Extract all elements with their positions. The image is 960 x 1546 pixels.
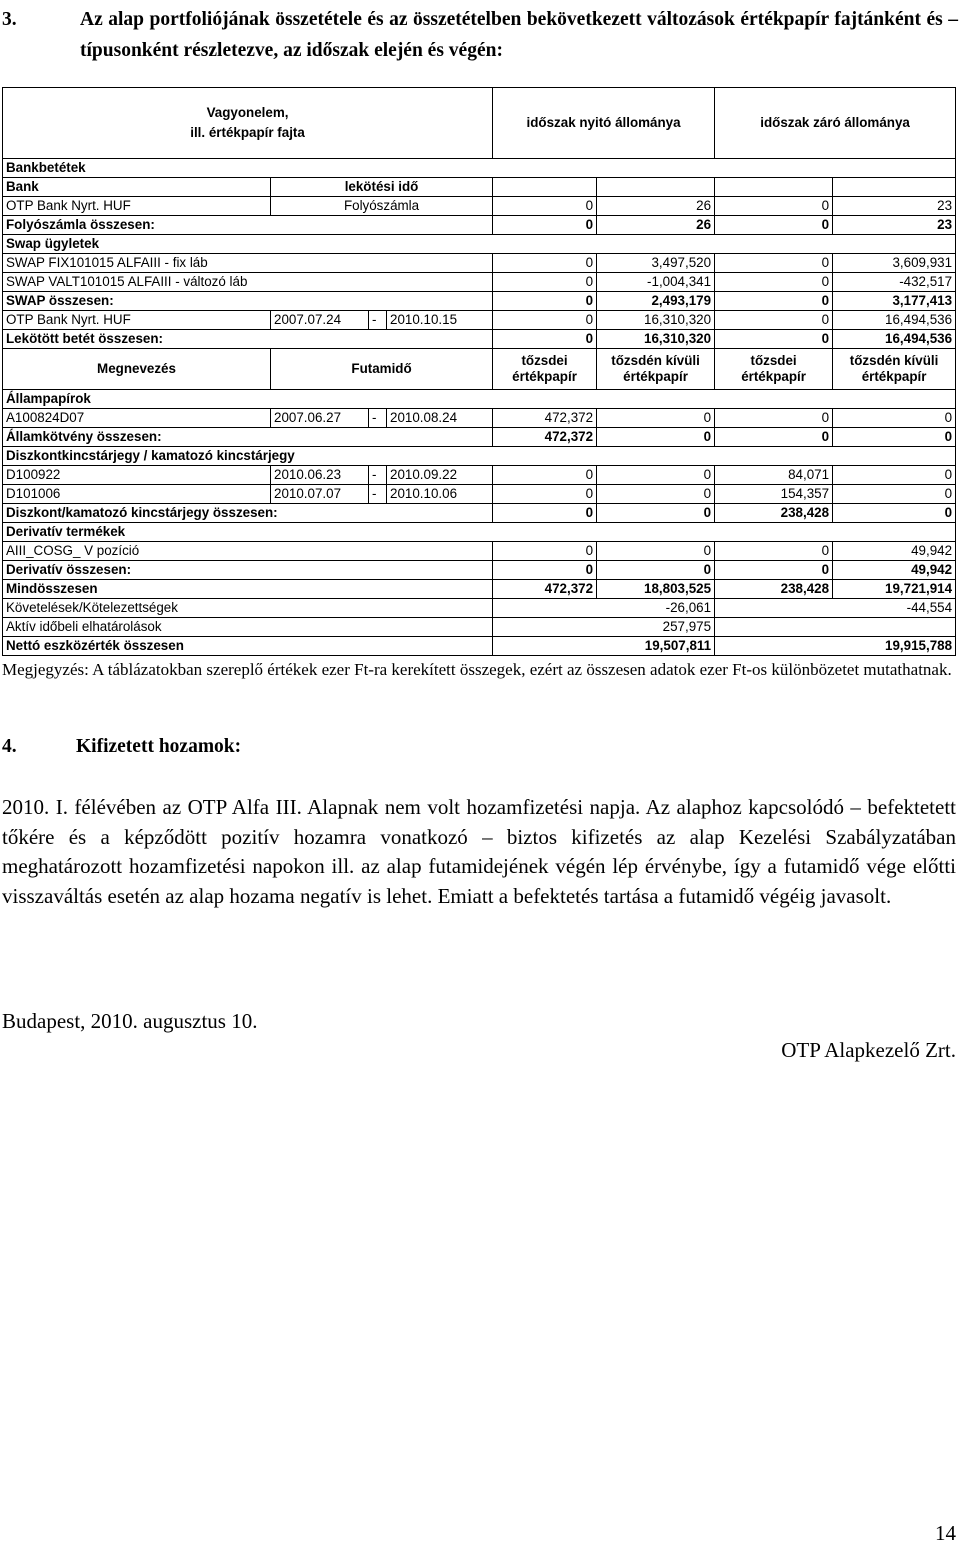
bank-label: Bank: [3, 178, 271, 197]
cell: 26: [597, 197, 715, 216]
table-row: [3, 330, 956, 349]
cell: 0: [715, 292, 833, 311]
cell: 16,310,320: [597, 311, 715, 330]
group-label: Állampapírok: [3, 390, 956, 409]
header-opening: időszak nyitó állománya: [493, 88, 715, 159]
yield-paragraph: 2010. I. félévében az OTP Alfa III. Alapnak nem volt hozamfizetési napja. Az alaphoz kapcsolódó – befektetett tőkére és a képződött pozitív hozamra vonatkozó – biztos kifizetés az alap Kezelési Szabályzatában meghatározott hozamfizetési napokon ill. az alap futamidejének végén lép érvénybe, így a futamidő vége előtti visszaváltás esetén az alap hozama negatív is lehet. Emiatt a befektetés tartása a futamidő végéig javasolt.: [2, 795, 956, 908]
cell: 26: [597, 216, 715, 235]
cell: 0: [597, 542, 715, 561]
cell: 0: [715, 273, 833, 292]
header-asset-type: [3, 88, 493, 159]
cell: Aktív időbeli elhatárolások: [3, 618, 493, 637]
cell: A100824D07: [3, 409, 271, 428]
cell: 84,071: [715, 466, 833, 485]
table-row: [3, 618, 956, 637]
cell: -1,004,341: [597, 273, 715, 292]
cell: -26,061: [493, 599, 715, 618]
cell: 2010.10.06: [387, 485, 493, 504]
cell: 0: [715, 197, 833, 216]
place-date: Budapest, 2010. augusztus 10.: [2, 1009, 258, 1033]
cell: OTP Bank Nyrt. HUF: [3, 311, 271, 330]
cell: 0: [597, 428, 715, 447]
cell: -44,554: [715, 599, 956, 618]
section-number: 3.: [2, 9, 17, 30]
portfolio-table: [2, 87, 955, 656]
cell: 2010.08.24: [387, 409, 493, 428]
page-number: 14: [935, 1521, 956, 1545]
cell: Folyószámla: [271, 197, 493, 216]
header-closing: időszak záró állománya: [715, 88, 956, 159]
header-tozsdei-open: tőzsdei értékpapír: [493, 349, 597, 390]
table-row: [3, 216, 956, 235]
table-row: [3, 178, 956, 197]
section-number: 4.: [2, 736, 17, 757]
cell: 0: [493, 216, 597, 235]
table-header-row: [3, 88, 956, 159]
cell: 0: [715, 330, 833, 349]
cell: 472,372: [493, 409, 597, 428]
cell: 0: [597, 409, 715, 428]
cell: 49,942: [833, 561, 956, 580]
cell: 2010.10.15: [387, 311, 493, 330]
cell: AIII_COSG_ V pozíció: [3, 542, 493, 561]
cell: 0: [597, 504, 715, 523]
cell: D100922: [3, 466, 271, 485]
cell: 257,975: [493, 618, 715, 637]
cell: 0: [493, 542, 597, 561]
table-row: [3, 599, 956, 618]
cell: 0: [833, 428, 956, 447]
cell: 472,372: [493, 428, 597, 447]
cell: SWAP összesen:: [3, 292, 493, 311]
lekotesi-ido-label: lekötési idő: [271, 178, 493, 197]
cell: 3,177,413: [833, 292, 956, 311]
cell: Lekötött betét összesen:: [3, 330, 493, 349]
table-subheader-row: [3, 349, 956, 390]
cell: 19,507,811: [493, 637, 715, 656]
table-row: [3, 637, 956, 656]
cell: 2010.07.07: [271, 485, 369, 504]
cell: 0: [493, 254, 597, 273]
table-row: [3, 542, 956, 561]
cell: 0: [493, 197, 597, 216]
section-title: Kifizetett hozamok:: [76, 736, 242, 757]
cell: 0: [493, 466, 597, 485]
cell: 238,428: [715, 504, 833, 523]
cell: 16,494,536: [833, 311, 956, 330]
table-row: [3, 580, 956, 599]
table-row: [3, 311, 956, 330]
header-megnevezes: Megnevezés: [3, 349, 271, 390]
cell: 0: [493, 292, 597, 311]
cell: 0: [493, 311, 597, 330]
table-row: [3, 447, 956, 466]
cell: [715, 618, 956, 637]
header-tozsden-kivuli-close: tőzsdén kívüli értékpapír: [833, 349, 956, 390]
cell: SWAP FIX101015 ALFAIII - fix láb: [3, 254, 493, 273]
group-label: Swap ügyletek: [3, 235, 956, 254]
cell: -432,517: [833, 273, 956, 292]
table-row: [3, 292, 956, 311]
cell: D101006: [3, 485, 271, 504]
group-label: Derivatív termékek: [3, 523, 956, 542]
cell: OTP Bank Nyrt. HUF: [3, 197, 271, 216]
cell: Derivatív összesen:: [3, 561, 493, 580]
cell: 19,721,914: [833, 580, 956, 599]
cell: 19,915,788: [715, 637, 956, 656]
header-futamido: Futamidő: [271, 349, 493, 390]
table-row: [3, 197, 956, 216]
cell: 0: [715, 409, 833, 428]
header-asset-line2: ill. értékpapír fajta: [190, 125, 305, 140]
group-label: Diszkontkincstárjegy / kamatozó kincstárjegy: [3, 447, 956, 466]
table-row: [3, 561, 956, 580]
header-tozsden-kivuli-open: tőzsdén kívüli értékpapír: [597, 349, 715, 390]
table-row: [3, 273, 956, 292]
table-row: [3, 390, 956, 409]
cell: 0: [597, 466, 715, 485]
cell: 472,372: [493, 580, 597, 599]
cell: SWAP VALT101015 ALFAIII - változó láb: [3, 273, 493, 292]
cell: Követelések/Kötelezettségek: [3, 599, 493, 618]
table-row: [3, 523, 956, 542]
cell: 0: [597, 485, 715, 504]
cell: 0: [715, 542, 833, 561]
cell: 16,494,536: [833, 330, 956, 349]
table-row: [3, 485, 956, 504]
cell: 2010.09.22: [387, 466, 493, 485]
cell: 0: [715, 311, 833, 330]
cell: 0: [833, 466, 956, 485]
header-asset-line1: Vagyonelem,: [206, 105, 289, 120]
table-row: [3, 504, 956, 523]
cell: 0: [493, 504, 597, 523]
cell: 3,497,520: [597, 254, 715, 273]
cell: 0: [597, 561, 715, 580]
table-row: [3, 235, 956, 254]
cell: 3,609,931: [833, 254, 956, 273]
cell: 49,942: [833, 542, 956, 561]
cell: 0: [715, 254, 833, 273]
cell: Diszkont/kamatozó kincstárjegy összesen:: [3, 504, 493, 523]
cell: Folyószámla összesen:: [3, 216, 493, 235]
cell: 0: [833, 409, 956, 428]
cell: 238,428: [715, 580, 833, 599]
cell: 23: [833, 197, 956, 216]
cell: 0: [833, 504, 956, 523]
cell: 0: [833, 485, 956, 504]
cell: Mindösszesen: [3, 580, 493, 599]
cell: -: [369, 466, 387, 485]
cell: Nettó eszközérték összesen: [3, 637, 493, 656]
cell: 0: [493, 561, 597, 580]
cell: Államkötvény összesen:: [3, 428, 493, 447]
table-row: [3, 254, 956, 273]
table-note: Megjegyzés: A táblázatokban szereplő értékek ezer Ft-ra kerekített összegek, ezért az összesen adatok ezer Ft-os különbözetet mutathatnak.: [2, 660, 952, 679]
cell: 154,357: [715, 485, 833, 504]
table-row: [3, 428, 956, 447]
cell: 16,310,320: [597, 330, 715, 349]
cell: 23: [833, 216, 956, 235]
cell: 0: [493, 273, 597, 292]
cell: 0: [715, 428, 833, 447]
group-label: Bankbetétek: [3, 159, 956, 178]
cell: 0: [715, 561, 833, 580]
company-signature: OTP Alapkezelő Zrt.: [781, 1038, 956, 1062]
section-title: Az alap portfoliójának összetétele és az összetételben bekövetkezett változások értékpapír fajtánként és –típusonként részletezve, az időszak elején és végén:: [80, 9, 958, 61]
cell: 2010.06.23: [271, 466, 369, 485]
table-row: [3, 466, 956, 485]
cell: 0: [715, 216, 833, 235]
cell: 0: [493, 485, 597, 504]
cell: 2007.06.27: [271, 409, 369, 428]
table-row: [3, 409, 956, 428]
cell: 2,493,179: [597, 292, 715, 311]
cell: -: [369, 311, 387, 330]
header-tozsdei-close: tőzsdei értékpapír: [715, 349, 833, 390]
cell: 18,803,525: [597, 580, 715, 599]
cell: -: [369, 409, 387, 428]
cell: -: [369, 485, 387, 504]
cell: 2007.07.24: [271, 311, 369, 330]
cell: 0: [493, 330, 597, 349]
table-row: [3, 159, 956, 178]
